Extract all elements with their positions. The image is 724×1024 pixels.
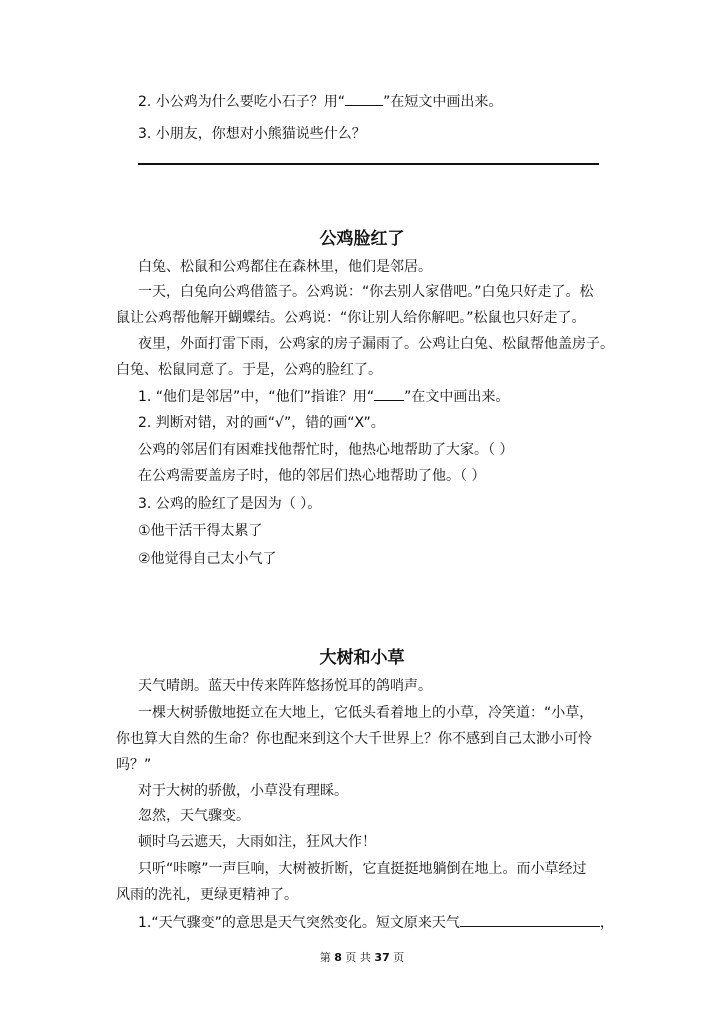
story-1-paragraph-2-line-1: 一天，白兔向公鸡借篮子。公鸡说：“你去别人家借吧。”白兔只好走了。松: [138, 284, 594, 300]
story-2-paragraph-1: 天气晴朗。蓝天中传来阵阵悠扬悦耳的鸽哨声。: [138, 678, 432, 694]
story-2-title: 大树和小草: [319, 648, 405, 668]
total-pages: 37: [374, 951, 390, 964]
story-1-question-1-tail: ”在文中画出来。: [404, 389, 510, 405]
story-2-paragraph-3: 对于大树的骄傲，小草没有理睬。: [138, 783, 348, 799]
story-1-paragraph-2-line-2: 鼠让公鸡帮他解开蝴蝶结。公鸡说：“你让别人给你解吧。”松鼠也只好走了。: [116, 310, 586, 326]
question-2-tail: ”在短文中画出来。: [383, 94, 503, 110]
story-2-question-1-text: 1.“天气骤变”的意思是天气突然变化。短文原来天气: [138, 915, 460, 931]
story-2-paragraph-2-line-1: 一棵大树骄傲地挺立在大地上，它低头看着地上的小草，冷笑道：“小草，: [138, 705, 594, 721]
judgement-statement-1[interactable]: 公鸡的邻居们有困难找他帮忙时，他热心地帮助了大家。（ ）: [138, 442, 514, 458]
question-2: [138, 92, 502, 112]
story-2-paragraph-5: 顿时乌云遮天，大雨如注，狂风大作！: [138, 834, 376, 850]
question-2-text: 2. 小公鸡为什么要吃小石子？用“: [138, 94, 346, 110]
footer-suffix: 页: [393, 951, 405, 964]
judgement-statement-2[interactable]: 在公鸡需要盖房子时，他的邻居们热心地帮助了他。（ ）: [138, 468, 486, 484]
story-1-paragraph-3-line-2: 白兔、松鼠同意了。于是，公鸡的脸红了。: [116, 362, 382, 378]
footer-middle: 页 共: [345, 951, 371, 964]
page-number: 8: [334, 951, 342, 964]
option-2[interactable]: ②他觉得自己太小气了: [138, 551, 277, 567]
story-1-title: 公鸡脸红了: [319, 229, 405, 249]
story-1-question-1: [138, 387, 509, 407]
question-3: 3. 小朋友，你想对小熊猫说些什么？: [138, 126, 366, 142]
story-1-question-2: 2. 判断对错，对的画“√”，错的画“X”。: [138, 415, 385, 431]
story-1-question-1-text: 1. “他们是邻居”中，“他们”指谁？用“: [138, 389, 375, 405]
story-2-question-1: [138, 913, 614, 933]
option-1[interactable]: ①他干活干得太累了: [138, 523, 263, 539]
answer-blank[interactable]: [374, 388, 404, 401]
story-2-question-1-tail: ，: [599, 915, 614, 931]
footer-prefix: 第: [319, 951, 331, 964]
page-footer: [0, 951, 724, 965]
story-2-paragraph-6-line-2: 风雨的洗礼，更绿更精神了。: [116, 887, 298, 903]
story-2-paragraph-6-line-1: 只听“咔嚓”一声巨响，大树被折断，它直挺挺地躺倒在地上。而小草经过: [138, 861, 587, 877]
story-1-paragraph-1: 白兔、松鼠和公鸡都住在森林里，他们是邻居。: [138, 259, 432, 275]
story-2-paragraph-2-line-3: 吗？”: [116, 757, 152, 773]
answer-line[interactable]: [138, 163, 599, 165]
story-1-paragraph-3-line-1: 夜里，外面打雷下雨，公鸡家的房子漏雨了。公鸡让白兔、松鼠帮他盖房子。: [138, 336, 614, 352]
story-1-question-3[interactable]: 3. 公鸡的脸红了是因为（ ）。: [138, 496, 322, 512]
story-2-paragraph-2-line-2: 你也算大自然的生命？你也配来到这个大千世界上？你不感到自己太渺小可怜: [116, 731, 592, 747]
story-2-paragraph-4: 忽然，天气骤变。: [138, 808, 250, 824]
answer-blank[interactable]: [345, 93, 383, 106]
answer-blank[interactable]: [460, 914, 600, 927]
